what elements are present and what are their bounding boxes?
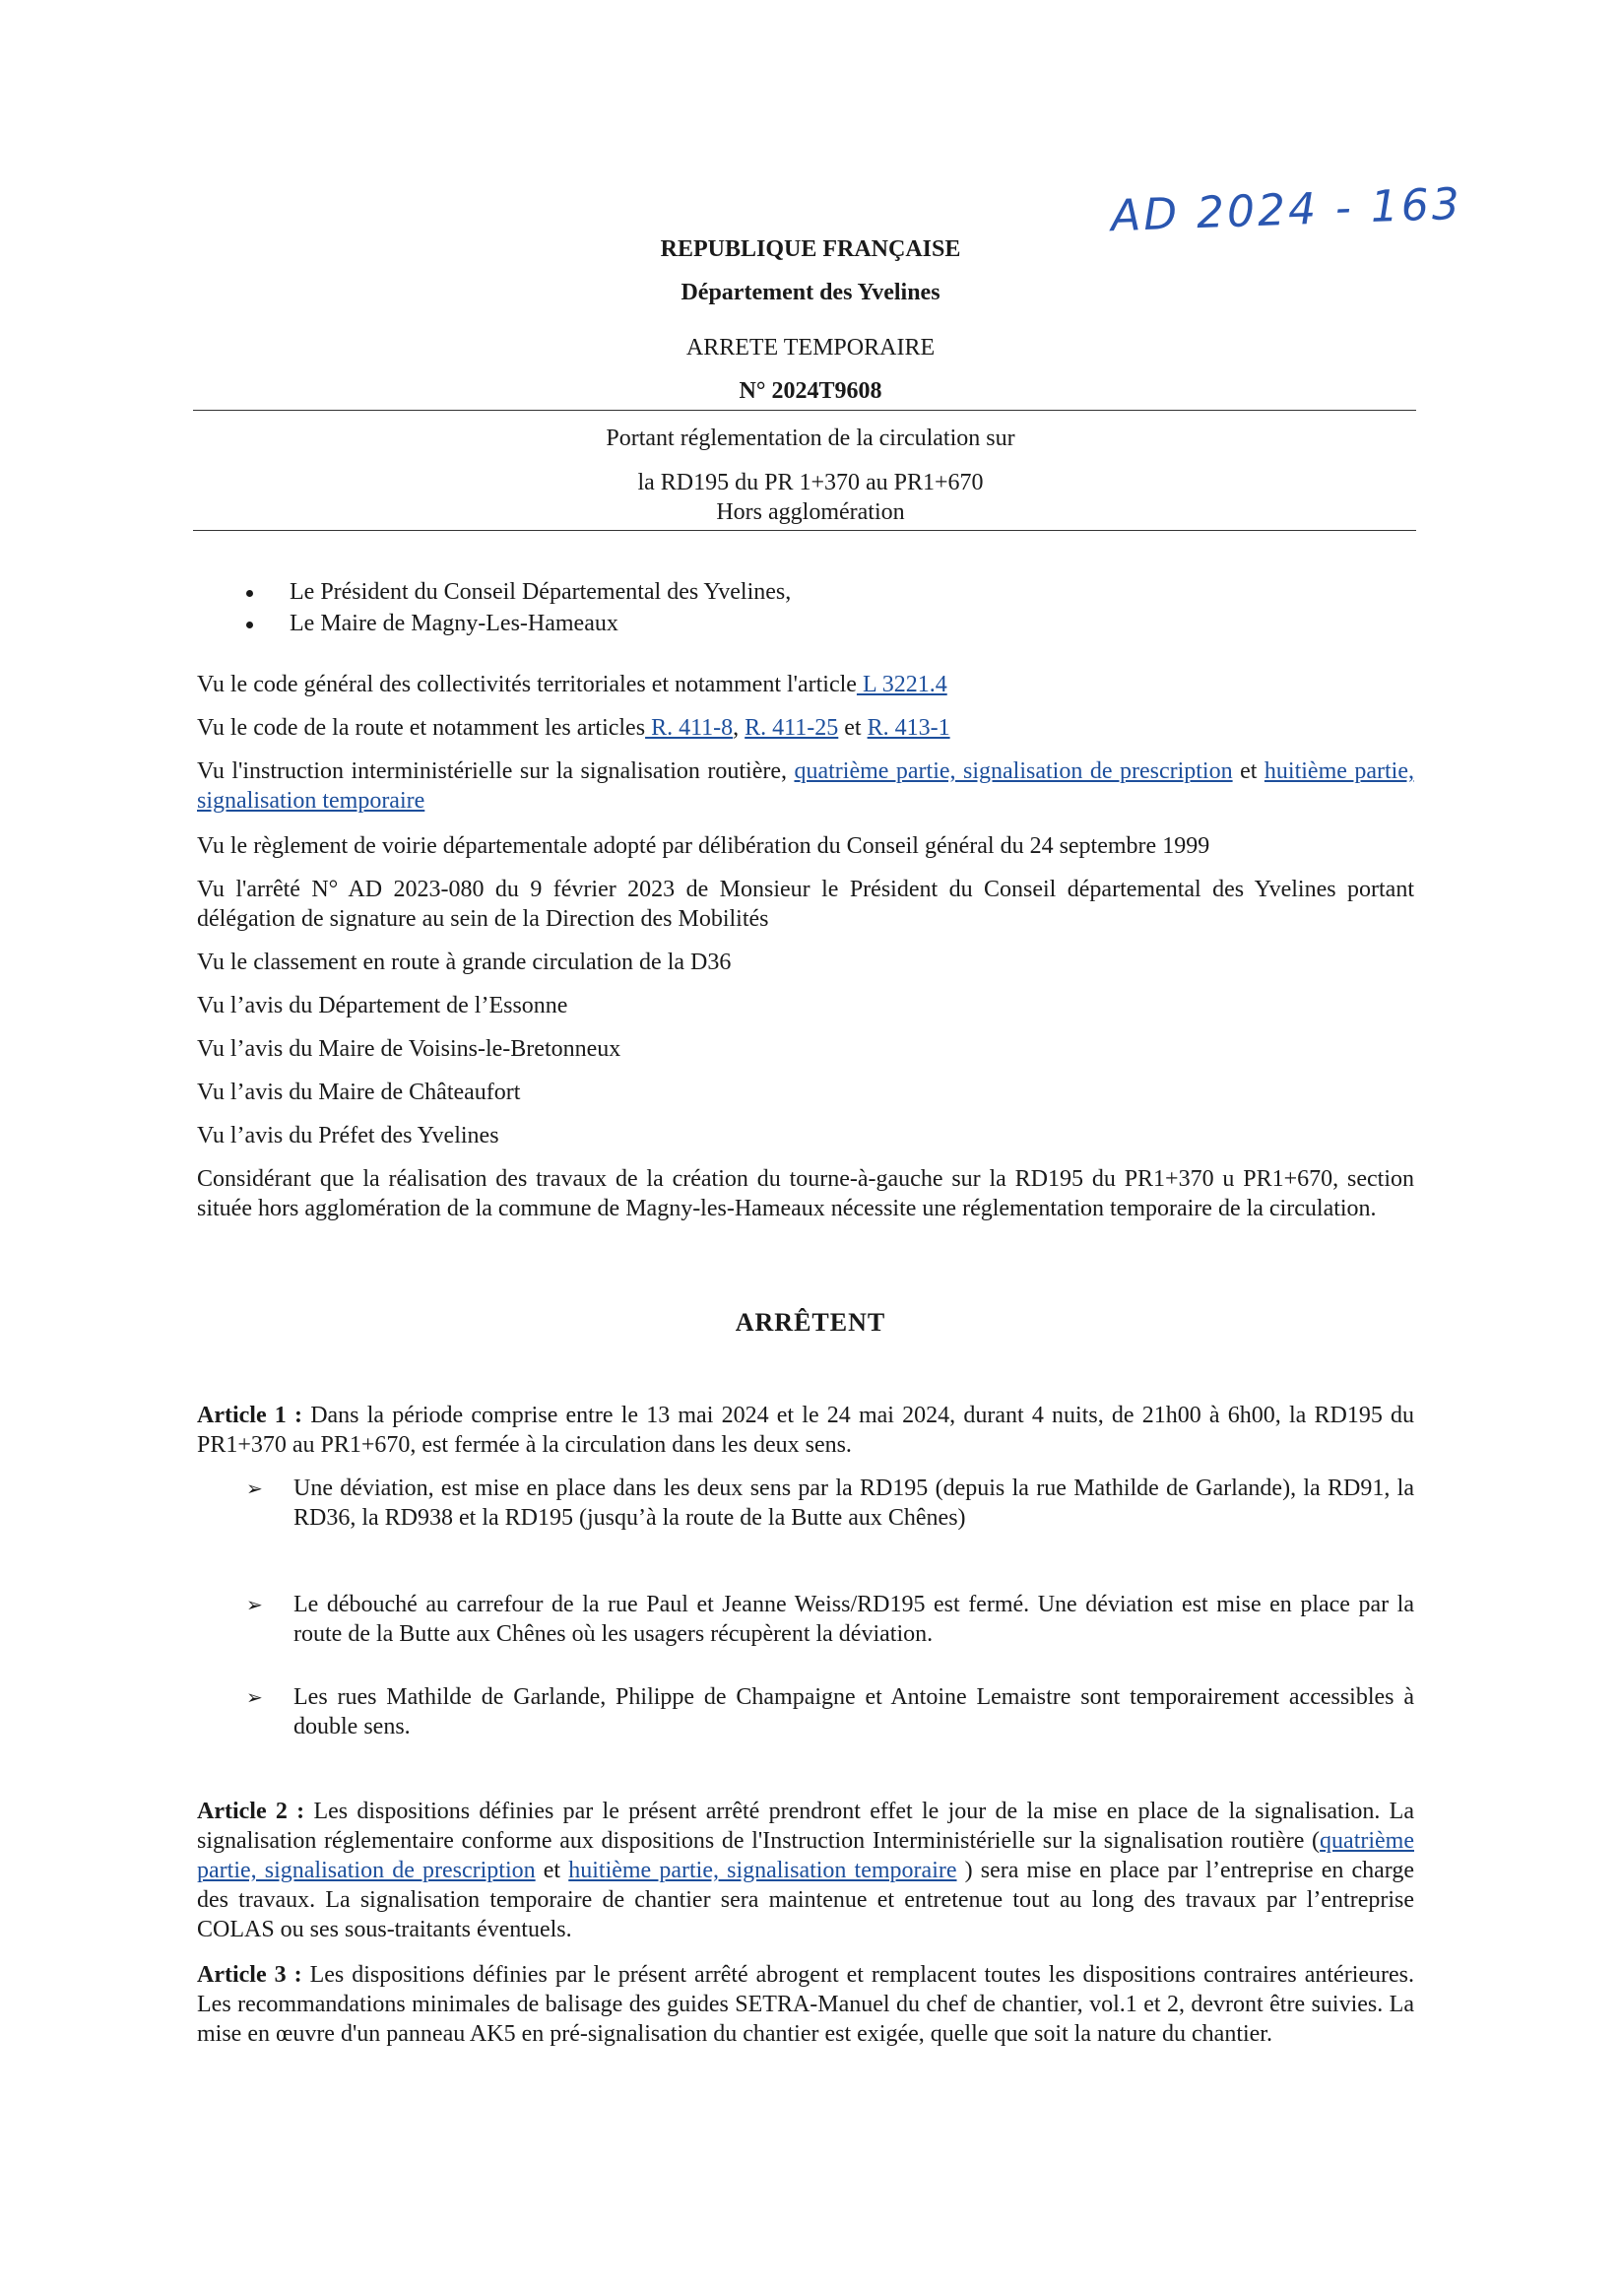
arrow-bullet-icon: ➢	[246, 1476, 263, 1500]
article-3-paragraph: Article 3 : Les dispositions définies par le présent arrêté abrogent et remplacent toutes les dispositions contraires antérieures. Les recommandations minimales de balisage des guides SETRA-Manuel du chef de chantier, vol.1 et 2, devront être suivies. La mise en œuvre d'un panneau AK5 en pré-signalisation du chantier est exigée, quelle que soit la nature du chantier.	[197, 1962, 1414, 2047]
list-item: Le Président du Conseil Départemental des Yvelines,	[246, 576, 791, 608]
arrete-number: N° 2024T9608	[739, 378, 882, 404]
vu-cgct: Vu le code général des collectivités territoriales et notamment l'article L 3221.4	[197, 672, 947, 697]
vu-classement: Vu le classement en route à grande circulation de la D36	[197, 950, 732, 975]
link-l3221[interactable]: L 3221.4	[856, 672, 947, 697]
link-r411-25[interactable]: R. 411-25	[745, 715, 839, 741]
article-1-item-2: ➢ Le débouché au carrefour de la rue Paul et Jeanne Weiss/RD195 est fermé. Une déviation est mise en place par la route de la Butte aux Chênes où les usagers récupèrent la déviation.	[246, 1592, 1414, 1647]
link-quatrieme-partie[interactable]: quatrième partie, signalisation de prescription	[794, 758, 1233, 784]
vu-avis-voisins: Vu l’avis du Maire de Voisins-le-Bretonneux	[197, 1036, 621, 1062]
article-1-label: Article 1 :	[197, 1403, 302, 1428]
vu-instruction: Vu l'instruction interministérielle sur la signalisation routière, quatrième partie, signalisation de prescription et huitième partie, signalisation temporaire	[197, 758, 1414, 814]
link-huitieme-partie-article2[interactable]: huitième partie, signalisation temporaire	[568, 1858, 957, 1883]
link-huitieme-partie[interactable]: huitième partie, signalisation temporaire	[197, 758, 1414, 814]
arrow-bullet-icon: ➢	[246, 1593, 263, 1616]
handwritten-reference-stamp: AD 2024 - 163	[1110, 178, 1463, 242]
considerant-paragraph: Considérant que la réalisation des travaux de la création du tourne-à-gauche sur la RD195 du PR1+370 u PR1+670, section située hors agglomération de la commune de Magny-les-Hameaux nécessite une réglementation temporaire de la circulation.	[197, 1166, 1414, 1221]
link-r411-8[interactable]: R. 411-8	[645, 715, 734, 741]
article-3-label: Article 3 :	[197, 1962, 302, 1988]
article-1-paragraph: Article 1 : Dans la période comprise entre le 13 mai 2024 et le 24 mai 2024, durant 4 nuits, de 21h00 à 6h00, la RD195 du PR1+370 au PR1+670, est fermée à la circulation dans les deux sens.	[197, 1403, 1415, 1458]
republique-heading: REPUBLIQUE FRANÇAISE	[660, 236, 961, 262]
article-2-label: Article 2 :	[197, 1799, 305, 1824]
vu-code-route: Vu le code de la route et notamment les articles R. 411-8, R. 411-25 et R. 413-1	[197, 715, 950, 741]
link-r413-1[interactable]: R. 413-1	[867, 715, 950, 741]
article-2-paragraph: Article 2 : Les dispositions définies par le présent arrêté prendront effet le jour de la mise en place de la signalisation. La signalisation réglementaire conforme aux dispositions de l'Instruction Interministérielle sur la signalisation routière (quatrième partie, signalisation de prescription et huitième partie, signalisation temporaire ) sera mise en place par l’entreprise en charge des travaux. La signalisation temporaire de chantier sera maintenue et entretenue tout au long des travaux par l’entreprise COLAS ou ses sous-traitants éventuels.	[197, 1799, 1415, 1942]
header-divider-bottom	[193, 530, 1416, 531]
list-item: Le Maire de Magny-Les-Hameaux	[246, 608, 791, 639]
arrow-bullet-icon: ➢	[246, 1685, 263, 1709]
link-quatrieme-partie-article2[interactable]: quatrième partie, signalisation de prescription	[197, 1828, 1414, 1883]
article-1-item-3: ➢ Les rues Mathilde de Garlande, Philippe de Champaigne et Antoine Lemaistre sont temporairement accessibles à double sens.	[246, 1684, 1414, 1739]
objet-line-2: la RD195 du PR 1+370 au PR1+670	[637, 470, 984, 495]
objet-line-3: Hors agglomération	[716, 499, 905, 525]
arrete-type: ARRETE TEMPORAIRE	[685, 335, 936, 361]
objet-line-1: Portant réglementation de la circulation sur	[606, 426, 1015, 451]
vu-avis-essonne: Vu l’avis du Département de l’Essonne	[197, 993, 568, 1018]
vu-avis-prefet: Vu l’avis du Préfet des Yvelines	[197, 1123, 499, 1148]
arretent-heading: ARRÊTENT	[735, 1308, 886, 1337]
header-divider-top	[193, 410, 1416, 411]
bullet-icon	[246, 622, 253, 628]
vu-avis-chateaufort: Vu l’avis du Maire de Châteaufort	[197, 1080, 521, 1105]
article-1-item-1: ➢ Une déviation, est mise en place dans les deux sens par la RD195 (depuis la rue Mathilde de Garlande), la RD91, la RD36, la RD938 et la RD195 (jusqu’à la route de la Butte aux Chênes)	[246, 1476, 1414, 1531]
departement-heading: Département des Yvelines	[681, 280, 940, 305]
bullet-icon	[246, 590, 253, 597]
signataires-list	[246, 576, 791, 639]
vu-arrete-delegation: Vu l'arrêté N° AD 2023-080 du 9 février 2023 de Monsieur le Président du Conseil départemental des Yvelines portant délégation de signature au sein de la Direction des Mobilités	[197, 877, 1414, 932]
vu-reglement-voirie: Vu le règlement de voirie départementale adopté par délibération du Conseil général du 24 septembre 1999	[197, 833, 1210, 859]
